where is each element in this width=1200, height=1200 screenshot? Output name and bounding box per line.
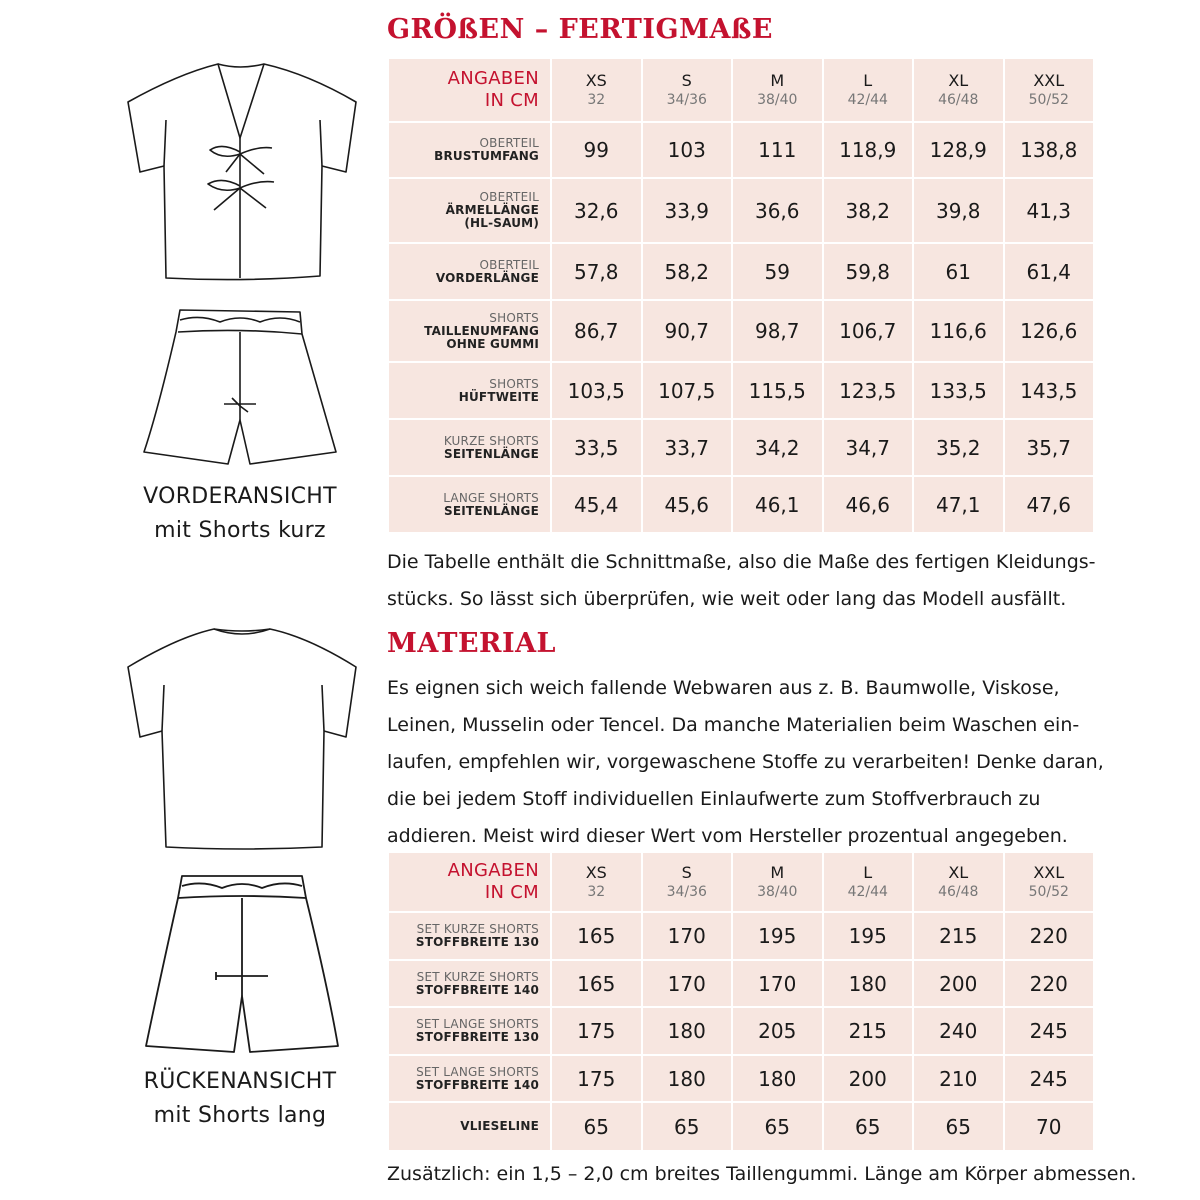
cell-value: 32,6 — [551, 178, 642, 243]
cell-value: 36,6 — [732, 178, 823, 243]
size-num: 46/48 — [938, 92, 979, 108]
footnote: Zusätzlich: ein 1,5 – 2,0 cm breites Taillengummi. Länge am Körper abmessen. — [387, 1163, 1137, 1185]
size-name: XL — [948, 71, 969, 90]
cell-value: 33,9 — [642, 178, 733, 243]
cell-value: 61 — [913, 243, 1004, 300]
cell-value: 65 — [551, 1102, 642, 1151]
size-num: 32 — [587, 92, 606, 108]
row-label-main2: OHNE GUMMI — [446, 336, 539, 351]
header-label — [388, 852, 551, 912]
front-view-title: VORDERANSICHT — [143, 484, 337, 509]
cell-value: 180 — [732, 1055, 823, 1102]
table-row — [388, 178, 1094, 243]
material-text-line: addieren. Meist wird dieser Wert vom Hersteller prozentual angegeben. — [387, 825, 1068, 847]
cell-value: 45,6 — [642, 476, 733, 533]
cell-value: 107,5 — [642, 362, 733, 419]
size-num: 38/40 — [757, 92, 798, 108]
material-text-line: Leinen, Musselin oder Tencel. Da manche Materialien beim Waschen ein- — [387, 714, 1080, 736]
row-label-main: STOFFBREITE 130 — [415, 935, 539, 949]
cell-value: 46,1 — [732, 476, 823, 533]
cell-value: 99 — [551, 122, 642, 178]
row-label-sub: SET KURZE SHORTS — [416, 922, 539, 936]
row-label-main: STOFFBREITE 130 — [415, 1030, 539, 1044]
size-name: XL — [948, 863, 969, 882]
cell-value: 59,8 — [823, 243, 914, 300]
cell-value: 57,8 — [551, 243, 642, 300]
table-note-line: Die Tabelle enthält die Schnittmaße, also die Maße des fertigen Kleidungs- — [387, 551, 1096, 573]
row-label-main: TAILLENUMFANG — [424, 323, 539, 338]
size-num: 42/44 — [847, 92, 888, 108]
size-col-xxl — [1004, 852, 1095, 912]
size-num: 46/48 — [938, 884, 979, 900]
cell-value: 180 — [642, 1055, 733, 1102]
row-label — [388, 300, 551, 362]
table-row — [388, 122, 1094, 178]
size-name: S — [681, 71, 692, 90]
cell-value: 38,2 — [823, 178, 914, 243]
back-shorts-sketch — [138, 868, 348, 1063]
header-label-line1: ANGABEN — [447, 68, 539, 89]
material-table — [387, 851, 1095, 1152]
row-label-sub: SET LANGE SHORTS — [416, 1017, 539, 1031]
row-label-sub: LANGE SHORTS — [443, 490, 539, 505]
table-note-line: stücks. So lässt sich überprüfen, wie weit oder lang das Modell ausfällt. — [387, 588, 1067, 610]
back-view-title: RÜCKENANSICHT — [143, 1069, 337, 1094]
cell-value: 34,7 — [823, 419, 914, 476]
cell-value: 90,7 — [642, 300, 733, 362]
measurements-table — [387, 57, 1095, 534]
cell-value: 126,6 — [1004, 300, 1095, 362]
header-label-line1: ANGABEN — [447, 860, 539, 881]
cell-value: 175 — [551, 1007, 642, 1055]
row-label-sub: SHORTS — [489, 310, 539, 325]
cell-value: 47,6 — [1004, 476, 1095, 533]
cell-value: 133,5 — [913, 362, 1004, 419]
size-num: 38/40 — [757, 884, 798, 900]
front-view-caption — [110, 480, 370, 548]
cell-value: 59 — [732, 243, 823, 300]
cell-value: 61,4 — [1004, 243, 1095, 300]
cell-value: 115,5 — [732, 362, 823, 419]
front-shorts-sketch — [140, 300, 340, 480]
row-label-main: VLIESELINE — [460, 1119, 539, 1133]
size-num: 42/44 — [847, 884, 888, 900]
cell-value: 220 — [1004, 912, 1095, 960]
row-label — [388, 476, 551, 533]
cell-value: 106,7 — [823, 300, 914, 362]
cell-value: 205 — [732, 1007, 823, 1055]
cell-value: 65 — [642, 1102, 733, 1151]
cell-value: 35,2 — [913, 419, 1004, 476]
row-label — [388, 362, 551, 419]
cell-value: 195 — [823, 912, 914, 960]
size-col-s — [642, 852, 733, 912]
row-label — [388, 122, 551, 178]
cell-value: 58,2 — [642, 243, 733, 300]
cell-value: 200 — [913, 960, 1004, 1007]
row-label-sub: SET LANGE SHORTS — [416, 1064, 539, 1079]
row-label-sub: OBERTEIL — [479, 190, 539, 204]
cell-value: 180 — [642, 1007, 733, 1055]
row-label-main2: (HL-SAUM) — [464, 216, 539, 230]
table-row — [388, 960, 1094, 1007]
cell-value: 200 — [823, 1055, 914, 1102]
size-col-m — [732, 852, 823, 912]
row-label-main: ÄRMELLÄNGE — [445, 203, 539, 217]
row-label — [388, 960, 551, 1007]
cell-value: 165 — [551, 912, 642, 960]
cell-value: 123,5 — [823, 362, 914, 419]
table-row — [388, 1055, 1094, 1102]
size-col-l — [823, 58, 914, 122]
cell-value: 245 — [1004, 1007, 1095, 1055]
cell-value: 143,5 — [1004, 362, 1095, 419]
cell-value: 70 — [1004, 1102, 1095, 1151]
material-text — [387, 670, 1104, 855]
sizes-heading: GRÖßEN – FERTIGMAßE — [387, 14, 774, 45]
cell-value: 215 — [913, 912, 1004, 960]
cell-value: 175 — [551, 1055, 642, 1102]
measurements-header-row — [388, 58, 1094, 122]
size-col-xs — [551, 58, 642, 122]
row-label — [388, 1007, 551, 1055]
size-num: 32 — [587, 884, 606, 900]
front-top-sketch — [118, 60, 368, 285]
row-label-main: STOFFBREITE 140 — [415, 982, 539, 997]
cell-value: 65 — [913, 1102, 1004, 1151]
cell-value: 45,4 — [551, 476, 642, 533]
table-row — [388, 419, 1094, 476]
cell-value: 128,9 — [913, 122, 1004, 178]
cell-value: 170 — [642, 960, 733, 1007]
table-row — [388, 912, 1094, 960]
row-label — [388, 419, 551, 476]
row-label-sub: SHORTS — [489, 376, 539, 391]
cell-value: 210 — [913, 1055, 1004, 1102]
table-note — [387, 544, 1099, 618]
row-label-sub: OBERTEIL — [479, 257, 539, 272]
cell-value: 39,8 — [913, 178, 1004, 243]
material-header-row — [388, 852, 1094, 912]
size-num: 50/52 — [1028, 92, 1069, 108]
material-text-line: die bei jedem Stoff individuellen Einlaufwerte zum Stoffverbrauch zu — [387, 788, 1041, 810]
cell-value: 180 — [823, 960, 914, 1007]
row-label-sub: OBERTEIL — [479, 136, 539, 150]
size-name: XXL — [1033, 863, 1065, 882]
front-view-subtitle: mit Shorts kurz — [154, 518, 326, 543]
cell-value: 33,5 — [551, 419, 642, 476]
table-row — [388, 1102, 1094, 1151]
material-text-line: Es eignen sich weich fallende Webwaren aus z. B. Baumwolle, Viskose, — [387, 677, 1060, 699]
size-col-xxl — [1004, 58, 1095, 122]
size-col-xs — [551, 852, 642, 912]
cell-value: 170 — [642, 912, 733, 960]
row-label — [388, 243, 551, 300]
cell-value: 240 — [913, 1007, 1004, 1055]
row-label-main: BRUSTUMFANG — [434, 149, 539, 163]
size-col-m — [732, 58, 823, 122]
row-label-sub: SET KURZE SHORTS — [416, 969, 539, 984]
cell-value: 103,5 — [551, 362, 642, 419]
row-label-main: VORDERLÄNGE — [435, 270, 539, 285]
cell-value: 170 — [732, 960, 823, 1007]
cell-value: 65 — [732, 1102, 823, 1151]
row-label — [388, 912, 551, 960]
size-name: L — [863, 863, 873, 882]
back-top-sketch — [118, 625, 368, 855]
size-num: 34/36 — [666, 884, 707, 900]
table-row — [388, 362, 1094, 419]
cell-value: 98,7 — [732, 300, 823, 362]
row-label-main: STOFFBREITE 140 — [415, 1077, 539, 1092]
row-label-main: SEITENLÄNGE — [444, 503, 539, 518]
table-row — [388, 1007, 1094, 1055]
row-label — [388, 1102, 551, 1151]
cell-value: 46,6 — [823, 476, 914, 533]
cell-value: 33,7 — [642, 419, 733, 476]
size-name: XS — [585, 863, 607, 882]
size-name: XXL — [1033, 71, 1065, 90]
cell-value: 215 — [823, 1007, 914, 1055]
table-row — [388, 476, 1094, 533]
back-view-caption — [110, 1065, 370, 1133]
cell-value: 116,6 — [913, 300, 1004, 362]
size-num: 50/52 — [1028, 884, 1069, 900]
row-label-main: HÜFTWEITE — [458, 389, 539, 404]
table-row — [388, 243, 1094, 300]
cell-value: 245 — [1004, 1055, 1095, 1102]
cell-value: 118,9 — [823, 122, 914, 178]
size-name: XS — [585, 71, 607, 90]
back-view-subtitle: mit Shorts lang — [153, 1103, 327, 1128]
row-label-sub: KURZE SHORTS — [443, 433, 539, 448]
material-heading: MATERIAL — [387, 628, 557, 659]
row-label — [388, 178, 551, 243]
row-label — [388, 1055, 551, 1102]
cell-value: 103 — [642, 122, 733, 178]
cell-value: 47,1 — [913, 476, 1004, 533]
table-row — [388, 300, 1094, 362]
size-col-l — [823, 852, 914, 912]
size-name: S — [681, 863, 692, 882]
size-name: M — [770, 863, 785, 882]
cell-value: 138,8 — [1004, 122, 1095, 178]
header-label-line2: IN CM — [484, 882, 539, 903]
cell-value: 35,7 — [1004, 419, 1095, 476]
size-col-xl — [913, 852, 1004, 912]
header-label — [388, 58, 551, 122]
cell-value: 86,7 — [551, 300, 642, 362]
header-label-line2: IN CM — [484, 90, 539, 111]
material-text-line: laufen, empfehlen wir, vorgewaschene Stoffe zu verarbeiten! Denke daran, — [387, 751, 1104, 773]
cell-value: 220 — [1004, 960, 1095, 1007]
cell-value: 65 — [823, 1102, 914, 1151]
size-col-xl — [913, 58, 1004, 122]
cell-value: 34,2 — [732, 419, 823, 476]
cell-value: 195 — [732, 912, 823, 960]
size-name: M — [770, 71, 785, 90]
cell-value: 165 — [551, 960, 642, 1007]
size-num: 34/36 — [666, 92, 707, 108]
size-name: L — [863, 71, 873, 90]
size-col-s — [642, 58, 733, 122]
row-label-main: SEITENLÄNGE — [444, 446, 539, 461]
cell-value: 111 — [732, 122, 823, 178]
cell-value: 41,3 — [1004, 178, 1095, 243]
